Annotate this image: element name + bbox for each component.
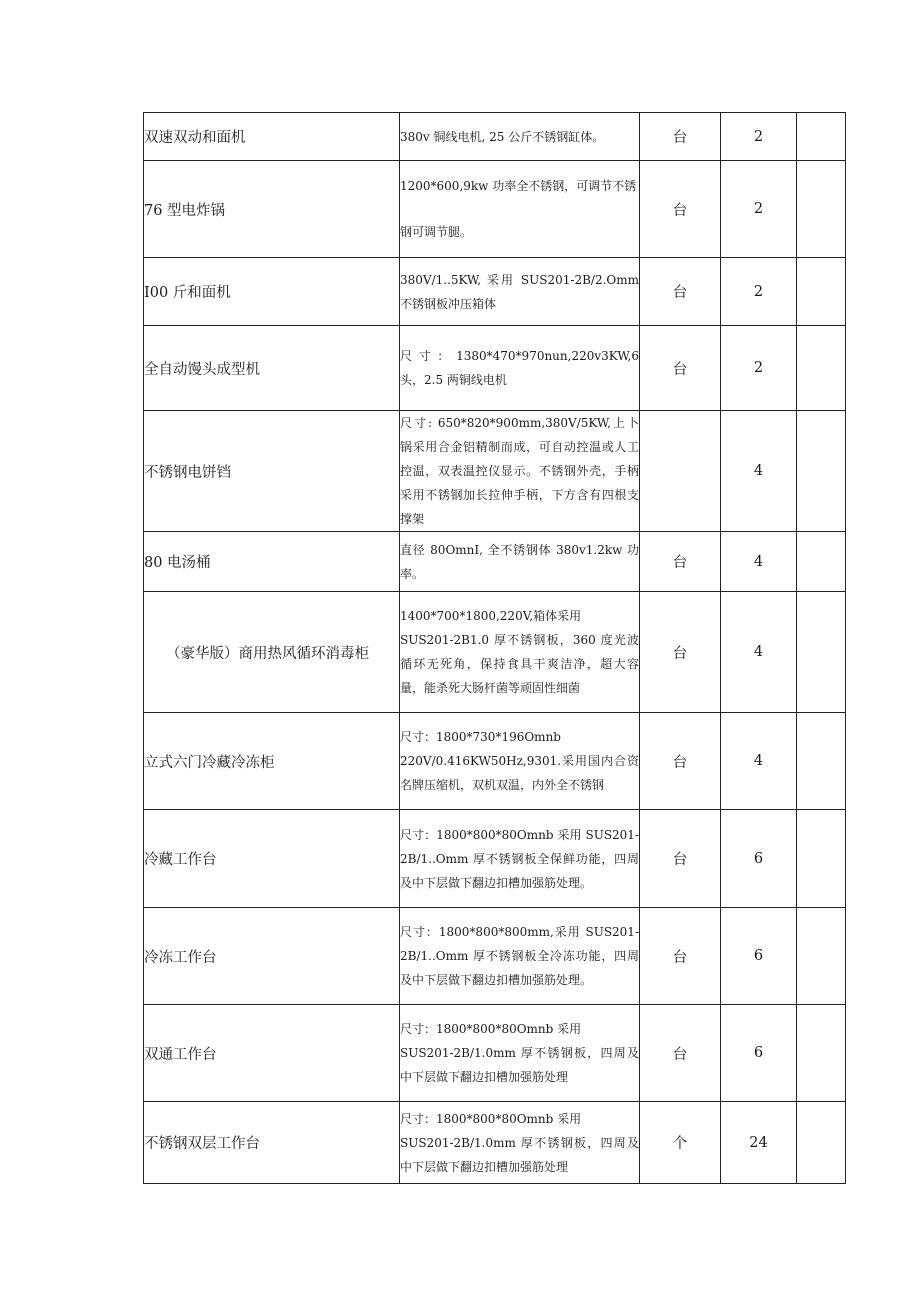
spec-line: 1400*700*1800,220V,箱体采用 [400,609,582,623]
item-unit: 个 [640,1102,721,1184]
table-row [144,411,846,532]
item-remark [797,326,846,411]
spec-line: 尺寸：1800*730*196Omnb [400,730,561,744]
spec-line: SUS201-2B/1.0mm 厚不锈钢板，四周及中下层做下翻边扣槽加强筋处理 [400,1046,639,1084]
spec-line: 尺寸：1800*800*80Omnb 采用 [400,1111,582,1126]
item-spec: 尺寸: 650*820*900mm,380V/5KW,上卜锅采用合金铝精制而成，可自动控温或人工控温，双表温控仪显示。不锈钢外壳，手柄采用不锈钢加长拉伸手柄，下方含有四根支撑架 [400,411,640,532]
table-row [144,908,846,1005]
item-unit: 台 [640,713,721,810]
table-row [144,592,846,713]
item-remark [797,113,846,161]
item-unit: 台 [640,258,721,326]
item-unit: 台 [640,592,721,713]
item-quantity: 2 [721,326,797,411]
item-spec [400,713,640,810]
item-unit: 台 [640,810,721,908]
item-name: 冷冻工作台 [144,908,400,1005]
spec-line: SUS201-2B1.0 厚不锈钢板，360 度光波循环无死角，保持食具干爽洁净，超大容量，能杀死大肠杆菌等顽固性细菌 [400,633,639,695]
item-remark [797,810,846,908]
item-name: 双通工作台 [144,1005,400,1102]
spec-line: 钢可调节腿。 [400,225,473,239]
item-quantity: 24 [721,1102,797,1184]
item-remark [797,258,846,326]
item-name: 双速双动和面机 [144,113,400,161]
item-remark [797,592,846,713]
item-quantity: 2 [721,113,797,161]
item-remark [797,1005,846,1102]
item-name: 不锈钢双层工作台 [144,1102,400,1184]
item-quantity: 6 [721,1005,797,1102]
item-unit: 台 [640,326,721,411]
item-spec [400,1005,640,1102]
table-row [144,532,846,592]
equipment-table [143,112,846,1184]
table-row [144,1102,846,1184]
item-remark [797,908,846,1005]
item-quantity: 4 [721,713,797,810]
item-spec: 尺寸：1800*800*800mm,采用 SUS201-2B/1..Omm 厚不锈钢板全冷冻功能，四周及中下层做下翻边扣槽加强筋处理。 [400,908,640,1005]
item-quantity: 6 [721,908,797,1005]
item-name: 立式六门冷藏冷冻柜 [144,713,400,810]
table-row [144,713,846,810]
item-spec: 尺寸：1800*800*80Omnb 采用 SUS201-2B/1..Omm 厚不锈钢板全保鲜功能，四周及中下层做下翻边扣槽加强筋处理。 [400,810,640,908]
item-spec [400,1102,640,1184]
table-row [144,258,846,326]
item-quantity: 2 [721,161,797,258]
table-row [144,326,846,411]
item-remark [797,161,846,258]
spec-line: 1200*600,9kw 功率全不锈钢，可调节不锈 [400,179,637,193]
item-spec: 直径 80OmnI, 全不锈钢体 380v1.2kw 功率。 [400,532,640,592]
item-remark [797,411,846,532]
item-unit: 台 [640,908,721,1005]
spec-line: 220V/0.416KW50Hz,9301.采用国内合资名牌压缩机，双机双温，内外全不锈钢 [400,754,639,792]
item-name: 80 电汤桶 [144,532,400,592]
item-name: 冷藏工作台 [144,810,400,908]
item-spec: 380v 铜线电机, 25 公斤不锈钢缸体。 [400,113,640,161]
item-name: 不锈钢电饼铛 [144,411,400,532]
item-unit: 台 [640,532,721,592]
table-row [144,1005,846,1102]
item-name: 76 型电炸锅 [144,161,400,258]
table-row [144,810,846,908]
item-unit: 台 [640,161,721,258]
item-spec: 尺寸：1380*470*970nun,220v3KW,6 头，2.5 两铜线电机 [400,326,640,411]
item-quantity: 4 [721,532,797,592]
item-unit: 台 [640,1005,721,1102]
item-remark [797,532,846,592]
item-name: （豪华版）商用热风循环消毒柜 [144,592,400,713]
item-unit: 台 [640,113,721,161]
item-remark [797,1102,846,1184]
spec-line: SUS201-2B/1.0mm 厚不锈钢板，四周及中下层做下翻边扣槽加强筋处理 [400,1135,639,1174]
item-quantity: 4 [721,592,797,713]
item-quantity: 4 [721,411,797,532]
item-quantity: 2 [721,258,797,326]
item-spec [400,592,640,713]
item-remark [797,713,846,810]
item-spec [400,161,640,258]
item-name: I00 斤和面机 [144,258,400,326]
item-spec: 380V/1..5KW, 采用 SUS201-2B/2.Omm 不锈钢板冲压箱体 [400,258,640,326]
spec-line: 尺寸：1800*800*80Omnb 采用 [400,1022,582,1036]
item-quantity: 6 [721,810,797,908]
item-unit [640,411,721,532]
item-name: 全自动馒头成型机 [144,326,400,411]
table-row [144,113,846,161]
table-row [144,161,846,258]
